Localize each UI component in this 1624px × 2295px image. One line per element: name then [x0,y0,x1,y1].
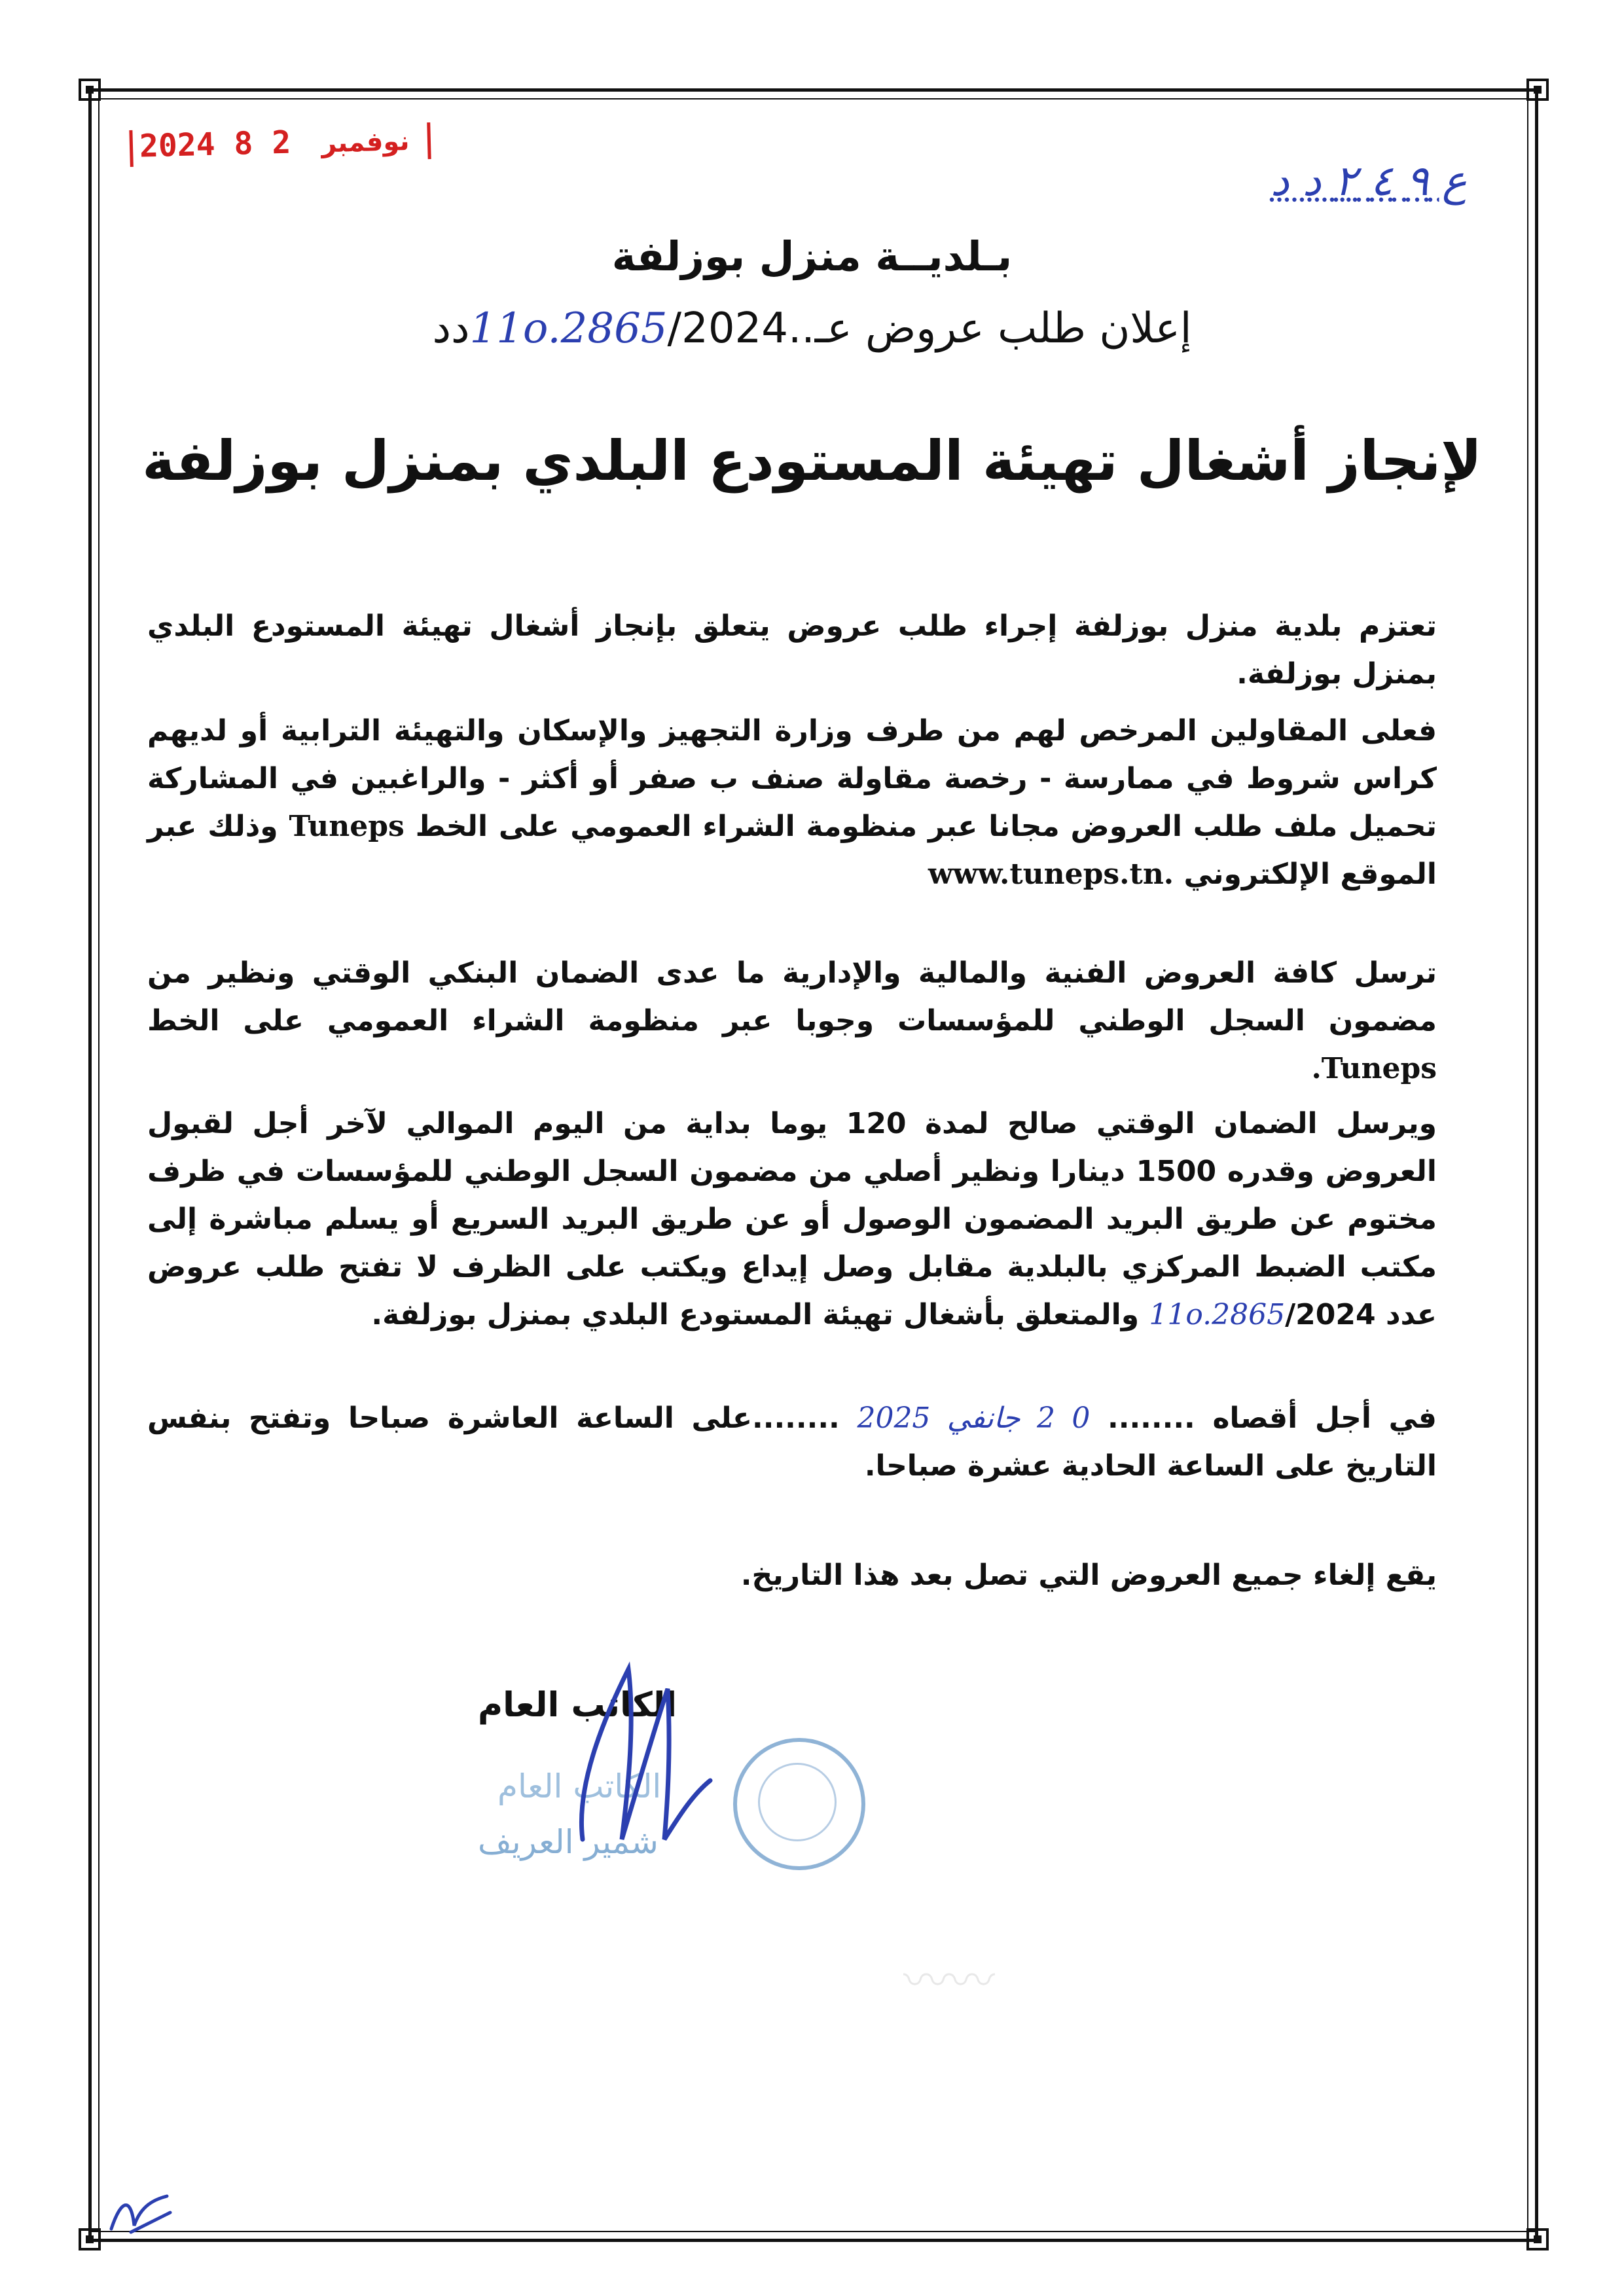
submission-text: ترسل كافة العروض الفنية والمالية والإدارية ما عدى الضمان البنكي الوقتي ونظير من مضمون السجل الوطني للمؤسسات وجوبا عبر منظومة الشراء العمومي على الخط [147,956,1437,1038]
deadline-date-stamp: 0 2 جانفي 2025 [857,1401,1091,1435]
frame-right [1535,88,1538,2242]
tuneps-brand: Tuneps [289,810,405,844]
paragraph-deadline [147,1394,1437,1490]
cancellation-text: يقع إلغاء جميع العروض التي تصل بعد هذا التاريخ. [740,1559,1437,1592]
eligibility-text-2: وذلك عبر الموقع الإلكتروني [147,810,1437,892]
tender-number-handwritten: 11o.2865 [1149,1298,1286,1332]
frame-corner-ornament [77,2227,102,2252]
seal-title-stamp: الكاتب العام [497,1767,662,1805]
frame-corner-ornament [77,77,102,102]
official-round-seal-inner [758,1763,837,1841]
paragraph-guarantee [147,1100,1437,1339]
intro-text: تعتزم بلدية منزل بوزلفة إجراء طلب عروض يتعلق بإنجاز أشغال تهيئة المستودع البلدي بمنزل بوزلفة. [147,609,1437,691]
deadline-text-2: ........على الساعة العاشرة صباحا وتفتح بنفس التاريخ على الساعة الحادية عشرة صباحا. [147,1401,1437,1483]
paragraph-submission [147,949,1437,1093]
paragraph-eligibility [147,707,1437,898]
handwritten-signature [556,1643,727,1866]
guarantee-text-2: /2024 والمتعلق بأشغال تهيئة المستودع البلدي بمنزل بوزلفة. [371,1298,1376,1332]
signatory-title: الكاتب العام [478,1686,677,1725]
frame-bottom-inner [88,2231,1538,2232]
deadline-text: في أجل أقصاه ........ [1108,1401,1437,1435]
seal-name-stamp: شمير العريف [478,1823,659,1861]
faint-pencil-mark: 〰〰 [903,1954,995,2008]
stamp-bar [427,122,431,159]
announcement-line [0,304,1624,353]
frame-corner-ornament [1525,77,1550,102]
stamp-day: 2 8 [233,124,291,162]
paragraph-intro [147,602,1437,698]
handwritten-initials [105,2186,177,2239]
frame-bottom [88,2239,1538,2242]
stamp-year: 2024 [139,126,216,165]
announce-prefix: إعلان طلب عروض عـ.. [787,304,1192,353]
stamp-bar [129,130,133,167]
announce-number-handwritten: 11o.2865 [469,304,668,353]
frame-top [88,88,1538,92]
announce-suffix: /2024دد [432,304,788,353]
tuneps-url-link[interactable]: www.tuneps.tn. [928,858,1174,892]
guarantee-text: ويرسل الضمان الوقتي صالح لمدة 120 يوما بداية من اليوم الموالي لآخر أجل لقبول العروض وقدره 1500 دينارا ونظير أصلي من مضمون السجل الوطني للمؤسسات في ظرف مختوم عن طريق البريد المضمون الوصول أو عن طريق البريد السريع أو يسلم مباشرة إلى مكتب الضبط المركزي بالبلدية مقابل وصل إيداع ويكتب على الظرف لا تفتح طلب عروض عدد [147,1107,1437,1332]
municipality-title: بـلديــة منزل بوزلفة [611,232,1013,280]
paragraph-cancellation [147,1551,1437,1599]
frame-top-inner [88,98,1538,99]
subject-title: لإنجاز أشغال تهيئة المستودع البلدي بمنزل بوزلفة [142,429,1482,493]
frame-corner-ornament [1525,2227,1550,2252]
stamp-month: نوفمبر [321,126,410,159]
frame-left-inner [98,88,99,2242]
frame-left [88,88,92,2242]
received-date-stamp [122,120,438,168]
frame-right-inner [1527,88,1528,2242]
eligibility-text: فعلى المقاولين المرخص لهم من طرف وزارة التجهيز والإسكان والتهيئة الترابية أو لديهم كراس شروط في ممارسة - رخصة مقاولة صنف ب صفر أو أكثر - والراغبين في المشاركة تحميل ملف طلب العروض مجانا عبر منظومة الشراء العمومي على الخط [147,714,1437,844]
handwritten-reference: ع ٩ ٤ ٢ د د [1270,157,1467,206]
tuneps-brand: Tuneps. [1311,1052,1437,1086]
